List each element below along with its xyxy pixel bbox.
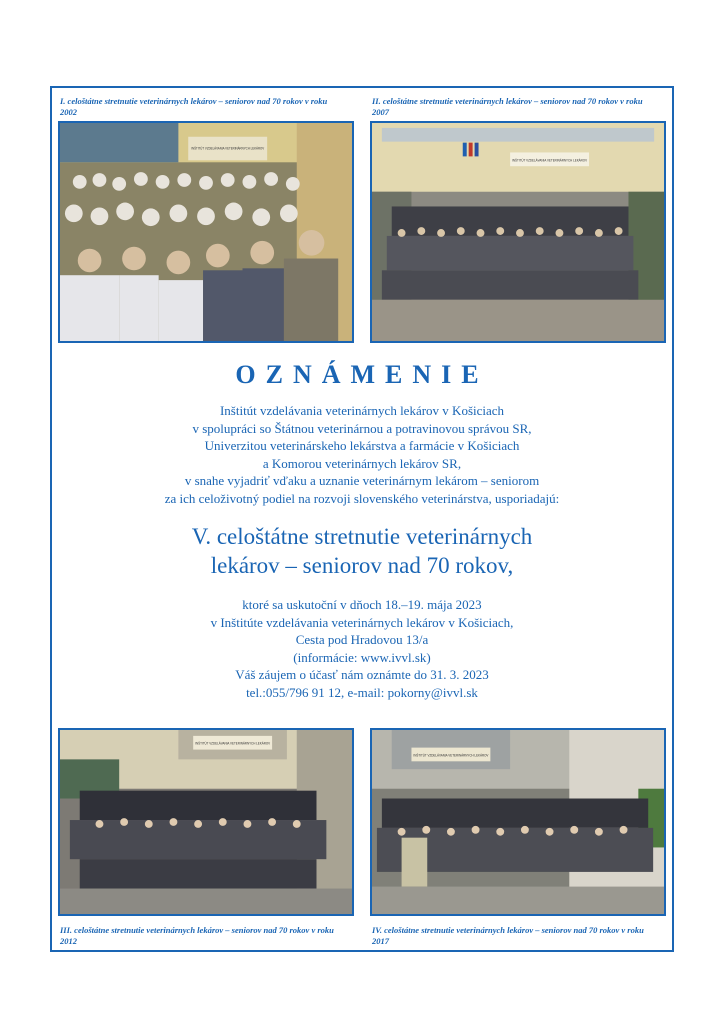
photo-meeting-2007 (370, 121, 666, 343)
event-title-line: V. celoštátne stretnutie veterinárnych (191, 524, 533, 549)
caption-photo-2007: II. celoštátne stretnutie veterinárnych lekárov – seniorov nad 70 rokov v roku 2007 (372, 96, 643, 117)
event-details (60, 596, 664, 701)
announcement-title: OZNÁMENIE (235, 360, 489, 389)
event-title-line: lekárov – seniorov nad 70 rokov, (210, 553, 514, 578)
event-title (60, 522, 664, 580)
photo-meeting-2002 (58, 121, 354, 343)
building-sign-2002: INŠTITÚT VZDELÁVANIA VETERINÁRNYCH LEKÁROV (191, 145, 265, 151)
photo-meeting-2017 (370, 728, 666, 916)
caption-photo-2002: I. celoštátne stretnutie veterinárnych lekárov – seniorov nad 70 rokov v roku 2002 (60, 96, 328, 117)
caption-photo-2017: IV. celoštátne stretnutie veterinárnych lekárov – seniorov nad 70 rokov v roku 2017 (372, 925, 644, 946)
building-sign-2007: INŠTITÚT VZDELÁVANIA VETERINÁRNYCH LEKÁROV (512, 157, 588, 163)
intro-text (60, 402, 664, 507)
intro-line: Univerzitou veterinárskeho lekárstva a farmácie v Košiciach (204, 438, 520, 453)
photo-meeting-2012 (58, 728, 354, 916)
detail-line: tel.:055/796 91 12, e-mail: pokorny@ivvl.sk (246, 684, 478, 700)
intro-line: za ich celoživotný podiel na rozvoji slovenského veterinárstva, usporiadajú: (164, 490, 560, 506)
intro-line: v spolupráci so Štátnou veterinárnou a potravinovou správou SR, (192, 420, 532, 436)
building-sign-2017: INŠTITÚT VZDELÁVANIA VETERINÁRNYCH LEKÁROV (413, 752, 489, 758)
detail-line: Cesta pod Hradovou 13/a (295, 632, 429, 647)
detail-line: ktoré sa uskutoční v dňoch 18.–19. mája 2023 (242, 597, 482, 612)
building-sign-2012: INŠTITÚT VZDELÁVANIA VETERINÁRNYCH LEKÁROV (195, 740, 271, 746)
intro-line: a Komorou veterinárnych lekárov SR, (262, 455, 462, 471)
intro-line: Inštitút vzdelávania veterinárnych lekárov v Košiciach (219, 403, 505, 418)
detail-line: Váš záujem o účasť nám oznámte do 31. 3. 2023 (235, 667, 489, 682)
intro-line: v snahe vyjadriť vďaku a uznanie veterinárnym lekárom – seniorom (184, 473, 540, 488)
caption-photo-2012: III. celoštátne stretnutie veterinárnych lekárov – seniorov nad 70 rokov v roku 2012 (60, 925, 334, 946)
detail-line: v Inštitúte vzdelávania veterinárnych lekárov v Košiciach, (210, 614, 514, 630)
detail-line: (informácie: www.ivvl.sk) (293, 649, 431, 665)
